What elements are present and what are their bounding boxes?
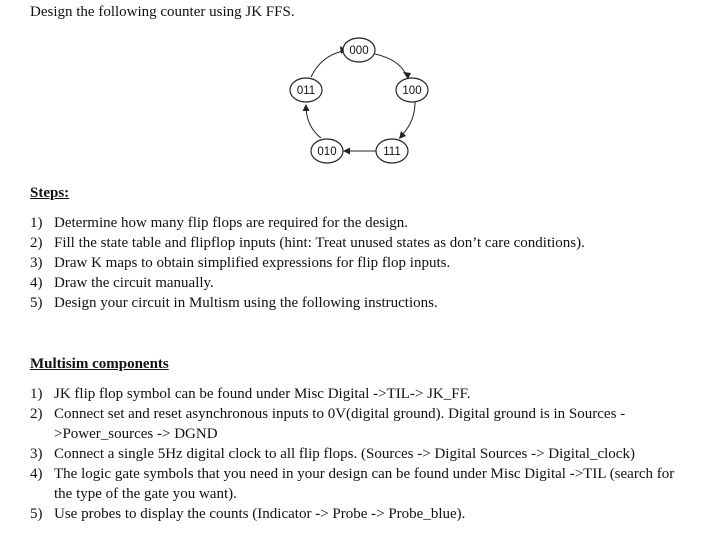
list-item — [30, 404, 690, 444]
list-item-number: 3) — [30, 255, 43, 271]
steps-list — [30, 213, 690, 313]
list-item — [30, 444, 690, 464]
list-item-number: 5) — [30, 506, 43, 522]
list-item-text: Determine how many flip flops are required for the design. — [54, 215, 409, 231]
list-item-number: 2) — [30, 235, 43, 251]
arrowhead-010-011 — [303, 104, 310, 111]
multisim-heading: Multisim components — [30, 356, 169, 372]
list-item-number: 3) — [30, 446, 43, 462]
state-label: 010 — [317, 146, 337, 158]
list-item-number: 5) — [30, 295, 43, 311]
state-node — [343, 38, 375, 62]
list-item-text: Connect set and reset asynchronous inputs to 0V(digital ground). Digital ground is in Sources ->Power_sources -> DGND — [54, 406, 626, 442]
list-item — [30, 273, 690, 293]
transition-000-100 — [375, 54, 407, 77]
list-item-number: 4) — [30, 466, 43, 482]
list-item — [30, 213, 690, 233]
steps-heading: Steps: — [30, 185, 70, 201]
list-item-number: 4) — [30, 275, 43, 291]
list-item-number: 2) — [30, 406, 43, 422]
list-item — [30, 233, 690, 253]
state-label: 100 — [402, 85, 422, 97]
state-node — [290, 78, 322, 102]
arrowhead-111-010 — [343, 148, 350, 155]
transition-010-011 — [306, 108, 321, 138]
state-node — [311, 139, 343, 163]
list-item — [30, 253, 690, 273]
list-item-text: Use probes to display the counts (Indicator -> Probe -> Probe_blue). — [54, 506, 466, 522]
state-diagram — [283, 32, 443, 172]
state-node — [376, 139, 408, 163]
intro-text: Design the following counter using JK FFS. — [30, 4, 295, 20]
list-item — [30, 464, 690, 504]
list-item-text: Fill the state table and flipflop inputs (hint: Treat unused states as don’t care conditions). — [54, 235, 585, 251]
list-item-text: Draw the circuit manually. — [54, 275, 214, 291]
transition-011-000 — [311, 51, 343, 77]
list-item-text: JK flip flop symbol can be found under Misc Digital ->TIL-> JK_FF. — [54, 386, 471, 402]
transition-100-111 — [401, 102, 415, 136]
list-item-text: Design your circuit in Multism using the following instructions. — [54, 295, 438, 311]
multisim-list — [30, 384, 690, 524]
state-label: 111 — [383, 146, 401, 158]
list-item-text: The logic gate symbols that you need in your design can be found under Misc Digital ->TIL (search for the type of the gate you want). — [54, 466, 675, 502]
list-item-number: 1) — [30, 386, 43, 402]
list-item-text: Connect a single 5Hz digital clock to all flip flops. (Sources -> Digital Sources -> Digital_clock) — [54, 446, 635, 462]
state-label: 000 — [349, 45, 369, 57]
list-item — [30, 293, 690, 313]
state-label: 011 — [296, 85, 316, 97]
state-diagram-svg — [283, 32, 443, 172]
list-item — [30, 504, 690, 524]
state-node — [396, 78, 428, 102]
list-item — [30, 384, 690, 404]
list-item-number: 1) — [30, 215, 43, 231]
list-item-text: Draw K maps to obtain simplified expressions for flip flop inputs. — [54, 255, 451, 271]
